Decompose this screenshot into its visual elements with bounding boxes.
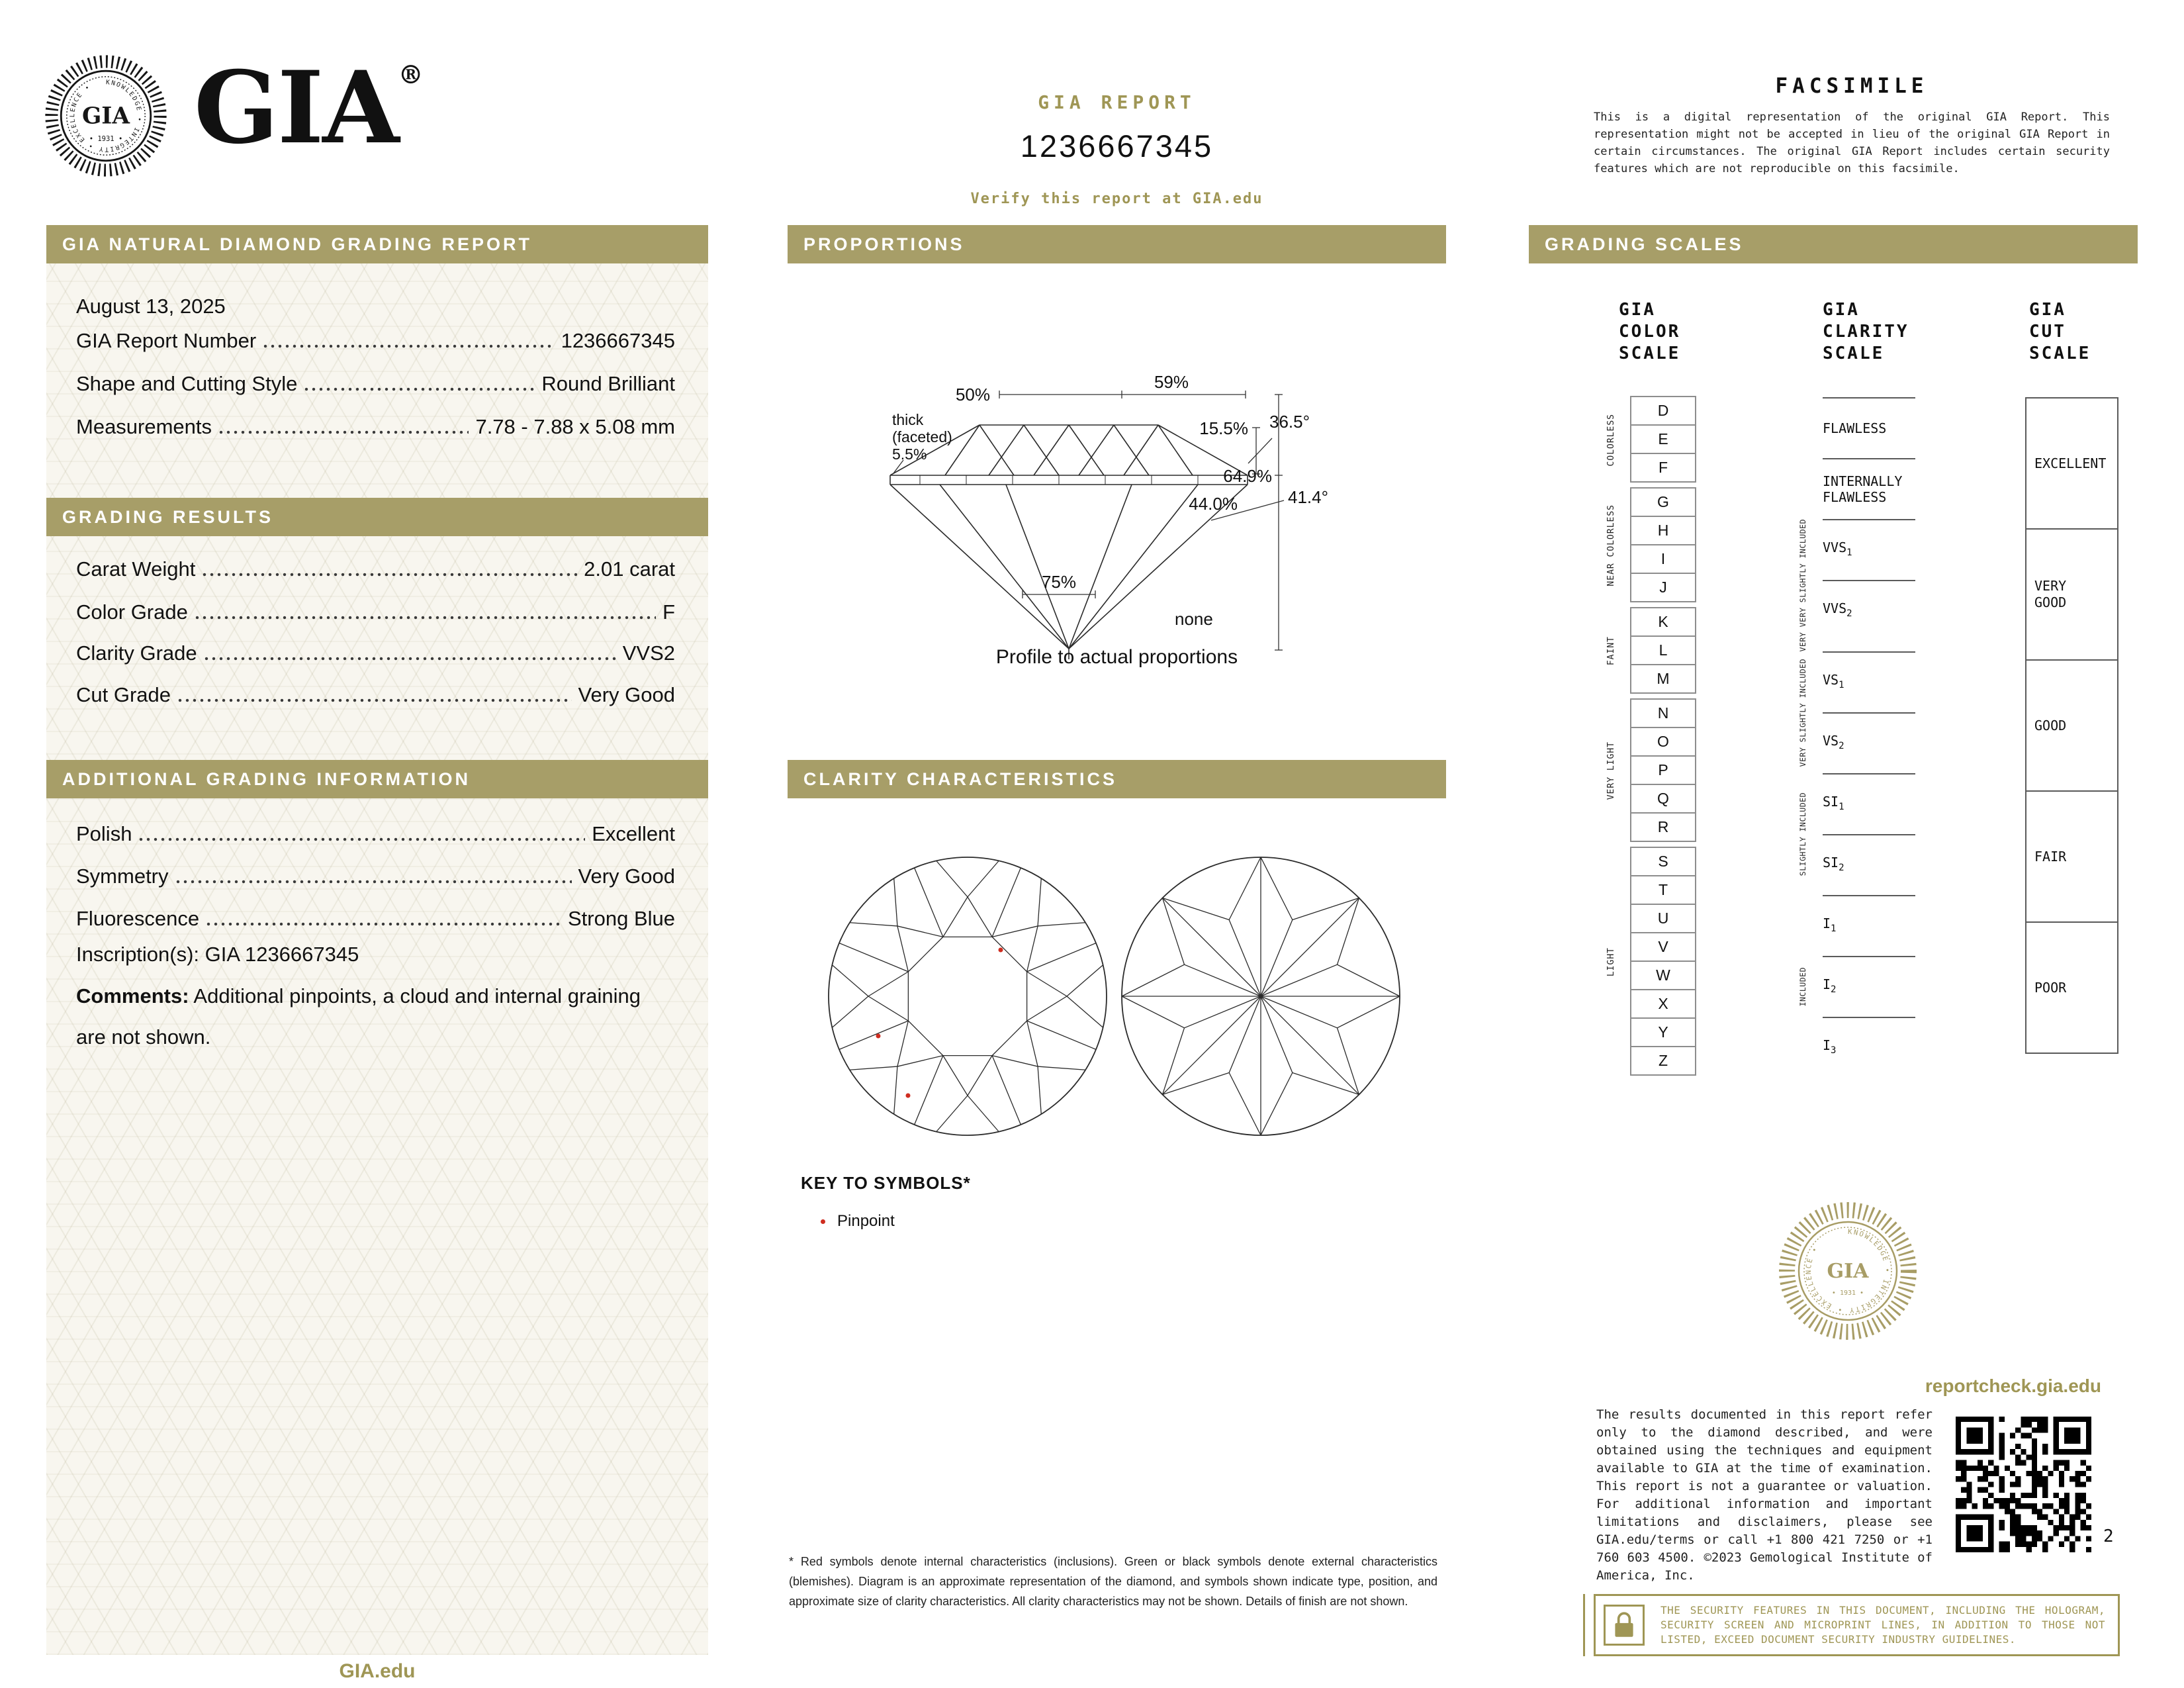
clarity-grade-SI1 [1823, 773, 1915, 834]
report-info-bar-title: GIA NATURAL DIAMOND GRADING REPORT [62, 234, 532, 254]
color-scale-title [1619, 299, 1731, 365]
dotted-leader [195, 615, 656, 620]
page-number: 2 [2103, 1526, 2114, 1546]
clarity-group-label: VERY SLIGHTLY INCLUDED [1798, 658, 1807, 767]
grading-row [76, 641, 675, 665]
clarity-grade-cells [1823, 519, 1915, 651]
row-label: Color Grade [76, 600, 188, 624]
grading-results-bar [46, 498, 708, 536]
row-value: Very Good [578, 683, 675, 706]
comments-text: Additional pinpoints, a cloud and internal graining are not shown. [76, 984, 641, 1049]
scale-title-line: COLOR [1619, 322, 1681, 342]
disclaimer-text: The results documented in this report refer only to the diamond described, and were obtained using the techniques and equipment available to GIA at the time of examination. This report is not a guarantee or valuation. For additional information and important limitations and disclaimers, please see GIA.edu/terms or call +1 800 421 7250 or +1 760 603 4500. ©2023 Gemological Institute of America, Inc. [1596, 1407, 1933, 1583]
cut-scale [2025, 299, 2124, 996]
color-letter-column [1630, 700, 1696, 842]
color-scale [1592, 299, 1731, 1069]
color-group-label-wrap [1592, 848, 1630, 1076]
dotted-leader [175, 879, 572, 884]
clarity-scale-group [1783, 773, 1915, 895]
color-grade-V: V [1630, 932, 1696, 962]
color-scale-grid [1592, 397, 1696, 1082]
color-letter-column [1630, 848, 1696, 1076]
scale-title-line: GIA [1619, 300, 1656, 320]
pinpoint-symbol [906, 1094, 911, 1098]
clarity-group-label-wrap [1783, 519, 1823, 651]
color-letter-column [1630, 397, 1696, 483]
color-grade-N: N [1630, 698, 1696, 728]
clarity-grade-cells [1823, 651, 1915, 773]
clarity-grade-FLAWLESS [1823, 397, 1915, 458]
color-grade-W: W [1630, 961, 1696, 990]
color-grade-D: D [1630, 396, 1696, 426]
clarity-grade-subscript: 2 [1839, 741, 1844, 752]
scale-title-line: CUT [2029, 322, 2066, 342]
pavilion-depth-label: 44.0% [1189, 494, 1238, 514]
clarity-grade-VS1 [1823, 651, 1915, 712]
color-grade-Z: Z [1630, 1046, 1696, 1076]
crown-height-label: 15.5% [1199, 418, 1248, 438]
clarity-scale-group [1783, 519, 1915, 651]
row-value: Very Good [578, 865, 675, 888]
clarity-grade-subscript: 3 [1831, 1045, 1837, 1056]
additional-row [76, 907, 675, 931]
lower-half-label: 75% [1041, 572, 1077, 592]
security-notice-box [1594, 1594, 2120, 1656]
color-grade-L: L [1630, 635, 1696, 665]
clarity-grade-label: $VS_2$ [1823, 733, 1844, 752]
clarity-grade-label: $SI_1$ [1823, 794, 1844, 813]
color-grade-F: F [1630, 453, 1696, 483]
clarity-grade-label: $VVS_1$ [1823, 539, 1852, 558]
proportion-labels [892, 372, 1328, 629]
clarity-grade-cells [1823, 397, 1915, 519]
row-value: Strong Blue [568, 907, 675, 930]
color-group-label: LIGHT [1606, 947, 1616, 977]
security-rule [1583, 1594, 1585, 1656]
row-value: Round Brilliant [541, 372, 675, 395]
key-to-symbols [801, 1173, 971, 1231]
report-row [76, 372, 675, 396]
gia-wordmark [194, 50, 424, 166]
girdle-label-1: thick [892, 411, 924, 428]
row-label: Cut Grade [76, 683, 171, 706]
clarity-grade-subscript: 2 [1839, 863, 1844, 874]
color-scale-group [1592, 397, 1696, 483]
grading-row [76, 683, 675, 707]
left-column [46, 225, 708, 1655]
clarity-grade-label: $I_3$ [1823, 1037, 1837, 1056]
inscription-line: Inscription(s): GIA 1236667345 [76, 943, 359, 966]
clarity-grade-I2 [1823, 956, 1915, 1017]
report-row [76, 329, 675, 353]
color-grade-O: O [1630, 727, 1696, 757]
crown-facet-lines [832, 861, 1103, 1131]
crown-angle-label: 36.5° [1269, 412, 1310, 432]
clarity-group-label: INCLUDED [1798, 966, 1807, 1007]
clarity-grade-I3 [1823, 1017, 1915, 1078]
color-group-label-wrap [1592, 608, 1630, 694]
culet-label: none [1175, 609, 1213, 629]
verify-link[interactable]: Verify this report at GIA.edu [970, 191, 1263, 207]
row-label: Fluorescence [76, 907, 200, 930]
additional-row [76, 865, 675, 888]
clarity-group-label: VERY VERY SLIGHTLY INCLUDED [1798, 519, 1807, 652]
seal-center-text: GIA [81, 103, 130, 130]
row-label: Carat Weight [76, 557, 196, 581]
dotted-leader [138, 837, 585, 842]
comments-line [76, 976, 675, 1058]
scale-title-line: SCALE [1619, 344, 1681, 363]
qr-code-image [1956, 1417, 2091, 1552]
dotted-leader [202, 572, 577, 577]
gia-gold-seal-icon [1768, 1192, 1927, 1350]
cut-grade-FAIR [2026, 790, 2117, 921]
color-grade-S: S [1630, 847, 1696, 876]
report-label: GIA REPORT [1038, 91, 1196, 113]
clarity-grade-cells [1823, 773, 1915, 895]
girdle-label-2: (faceted) [892, 428, 952, 445]
report-number: 1236667345 [1020, 128, 1214, 164]
row-value: 7.78 - 7.88 x 5.08 mm [475, 415, 675, 438]
cut-grade-label: GOOD [2034, 717, 2067, 733]
color-group-label-wrap [1592, 397, 1630, 483]
color-grade-U: U [1630, 904, 1696, 933]
proportions-caption: Profile to actual proportions [995, 646, 1238, 668]
seal-year-text: • 1931 • [1831, 1289, 1864, 1297]
color-scale-group [1592, 608, 1696, 694]
dotted-leader [218, 430, 469, 435]
table-size-label: 50% [955, 385, 990, 404]
gia-edu-footer-link[interactable]: GIA.edu [339, 1660, 416, 1682]
clarity-group-label: SLIGHTLY INCLUDED [1798, 792, 1807, 876]
clarity-grade-label: FLAWLESS [1823, 420, 1887, 436]
color-grade-Q: Q [1630, 784, 1696, 814]
gia-logo [36, 46, 424, 185]
girdle-label-3: 5.5% [892, 445, 927, 463]
scale-title-line: GIA [1823, 300, 1860, 320]
grading-row [76, 557, 675, 581]
clarity-group-label-wrap [1783, 651, 1823, 773]
cut-grade-GOOD [2026, 659, 2117, 790]
clarity-scale-group [1783, 651, 1915, 773]
row-value: 2.01 carat [584, 557, 675, 581]
grading-results-bar-title: GRADING RESULTS [62, 506, 274, 527]
clarity-group-label-wrap [1783, 397, 1823, 519]
clarity-grade-label: $SI_2$ [1823, 855, 1844, 874]
proportions-diagram [841, 364, 1343, 675]
proportions-bar [788, 225, 1446, 263]
clarity-scale-group [1783, 397, 1915, 519]
clarity-grade-cells [1823, 895, 1915, 1078]
lock-icon-box [1604, 1605, 1645, 1646]
grading-scales-bar [1529, 225, 2138, 263]
color-group-label: COLORLESS [1606, 413, 1616, 467]
scale-title-line: GIA [2029, 300, 2066, 320]
row-label: Symmetry [76, 865, 169, 888]
clarity-diagrams [821, 851, 1403, 1142]
row-value: F [662, 600, 675, 624]
clarity-grade-label: INTERNALLY FLAWLESS [1823, 473, 1903, 505]
color-grade-I: I [1630, 544, 1696, 574]
grading-scales-bar-title: GRADING SCALES [1545, 234, 1744, 254]
clarity-grade-INTERNALLY-FLAWLESS [1823, 458, 1915, 519]
clarity-grade-label: $VVS_2$ [1823, 600, 1852, 619]
clarity-scale-group [1783, 895, 1915, 1078]
cut-grade-label: FAIR [2034, 848, 2067, 865]
color-grade-M: M [1630, 664, 1696, 694]
color-grade-K: K [1630, 607, 1696, 637]
color-grade-Y: Y [1630, 1017, 1696, 1047]
clarity-grade-SI2 [1823, 834, 1915, 895]
scale-title-line: CLARITY [1823, 322, 1909, 342]
pinpoint-dot-icon [821, 1219, 825, 1224]
color-grade-H: H [1630, 516, 1696, 545]
clarity-bar-title: CLARITY CHARACTERISTICS [803, 769, 1118, 789]
seal-center-text: GIA [1827, 1260, 1869, 1283]
pinpoint-symbol [999, 948, 1003, 953]
qr-code [1956, 1417, 2091, 1556]
clarity-grade-subscript: 1 [1839, 802, 1844, 813]
row-label: GIA Report Number [76, 329, 257, 352]
cut-grade-label: EXCELLENT [2034, 455, 2107, 471]
additional-row [76, 822, 675, 846]
cut-grade-label: POOR [2034, 979, 2067, 996]
pavilion-facet-lines [1122, 857, 1400, 1135]
color-letter-column [1630, 608, 1696, 694]
pavilion-angle-label: 41.4° [1288, 487, 1329, 507]
facsimile-block [1594, 74, 2110, 177]
color-grade-R: R [1630, 812, 1696, 842]
additional-info-bar-title: ADDITIONAL GRADING INFORMATION [62, 769, 471, 789]
row-label: Clarity Grade [76, 641, 197, 665]
clarity-grade-label: $VS_1$ [1823, 672, 1844, 691]
scale-title-line: SCALE [2029, 344, 2091, 363]
seal-ring-text: KNOWLEDGE • INTEGRITY • EXCELLENCE • [1804, 1227, 1891, 1315]
key-row [821, 1212, 971, 1231]
color-grade-E: E [1630, 424, 1696, 454]
clarity-grade-VVS1 [1823, 519, 1915, 580]
clarity-grade-VVS2 [1823, 580, 1915, 641]
gia-wordmark-text: GIA [194, 50, 398, 166]
lock-icon [1610, 1610, 1638, 1640]
color-scale-group [1592, 489, 1696, 602]
clarity-group-label-wrap [1783, 773, 1823, 895]
color-group-label: FAINT [1606, 636, 1616, 666]
color-letter-column [1630, 489, 1696, 602]
key-title: KEY TO SYMBOLS* [801, 1173, 971, 1193]
row-value: 1236667345 [561, 329, 675, 352]
clarity-footnote: * Red symbols denote internal characteristics (inclusions). Green or black symbols denote external characteristics (blemishes). Diagram is an approximate representation of the diamond, and symbols shown indicate type, position, and approximate size of clarity characteristics. All clarity characteristics may not be shown. Details of finish are not shown. [789, 1555, 1437, 1608]
cut-grade-label: VERY GOOD [2034, 578, 2067, 610]
color-grade-T: T [1630, 875, 1696, 905]
row-value: Excellent [592, 822, 675, 845]
gia-seal-icon [36, 46, 175, 185]
report-header-center [788, 91, 1446, 207]
color-grade-X: X [1630, 989, 1696, 1019]
color-grade-G: G [1630, 487, 1696, 517]
clarity-grade-label: $I_1$ [1823, 915, 1837, 935]
clarity-grade-label: $I_2$ [1823, 976, 1837, 996]
color-scale-group [1592, 848, 1696, 1076]
symbol-name: Pinpoint [837, 1212, 895, 1230]
report-row [76, 415, 675, 439]
clarity-grade-subscript: 1 [1839, 680, 1844, 691]
clarity-grade-subscript: 1 [1846, 547, 1852, 558]
report-date: August 13, 2025 [76, 295, 226, 318]
reportcheck-link[interactable]: reportcheck.gia.edu [1925, 1376, 2101, 1396]
registered-mark: ® [398, 60, 424, 89]
cut-scale-grid [2025, 397, 2118, 1054]
clarity-scale-grid [1783, 397, 1915, 1078]
color-group-label: VERY LIGHT [1606, 741, 1616, 800]
color-group-label: NEAR COLORLESS [1606, 504, 1616, 586]
clarity-characteristics-bar [788, 760, 1446, 798]
clarity-scale [1783, 299, 1922, 1056]
clarity-grade-subscript: 2 [1831, 984, 1837, 996]
scale-title-line: SCALE [1823, 344, 1885, 363]
cut-grade-POOR [2026, 921, 2117, 1053]
color-group-label-wrap [1592, 700, 1630, 842]
clarity-grade-subscript: 1 [1831, 923, 1837, 935]
color-scale-group [1592, 700, 1696, 842]
crown-view-outline [829, 857, 1107, 1135]
dotted-leader [204, 656, 616, 661]
depth-label: 59% [1154, 372, 1189, 392]
dotted-leader [206, 921, 561, 927]
additional-info-bar [46, 760, 708, 798]
clarity-grade-VS2 [1823, 712, 1915, 773]
row-label: Measurements [76, 415, 212, 438]
clarity-group-label-wrap [1783, 895, 1823, 1078]
cut-grade-VERY-GOOD [2026, 528, 2117, 659]
clarity-scale-title [1823, 299, 1922, 365]
clarity-grade-subscript: 2 [1846, 608, 1852, 619]
security-notice-text: THE SECURITY FEATURES IN THIS DOCUMENT, INCLUDING THE HOLOGRAM, SECURITY SCREEN AND MICROPRINT LINES, IN ADDITION TO THOSE NOT LISTED, EXCEED DOCUMENT SECURITY INDUSTRY GUIDELINES. [1661, 1604, 2105, 1646]
facsimile-body: This is a digital representation of the original GIA Report. This representation might not be accepted in lieu of the original GIA Report in certain circumstances. The original GIA Report includes certain security features which are not reproducible on this facsimile. [1594, 111, 2110, 175]
seal-ring-text: KNOWLEDGE • INTEGRITY • EXCELLENCE • [69, 79, 143, 153]
total-depth-label: 64.9% [1223, 466, 1272, 486]
seal-year-text: • 1931 • [89, 135, 123, 144]
report-info-bar [46, 225, 708, 263]
comments-label: Comments: [76, 984, 189, 1008]
color-grade-J: J [1630, 573, 1696, 602]
facsimile-title: FACSIMILE [1775, 74, 1929, 98]
color-group-label-wrap [1592, 489, 1630, 602]
dotted-leader [263, 344, 554, 349]
row-label: Polish [76, 822, 132, 845]
color-grade-P: P [1630, 755, 1696, 785]
cut-grade-EXCELLENT [2026, 399, 2117, 528]
pinpoint-symbol [876, 1034, 881, 1039]
dotted-leader [304, 387, 535, 392]
proportions-bar-title: PROPORTIONS [803, 234, 965, 254]
clarity-grade-I1 [1823, 895, 1915, 956]
dotted-leader [177, 698, 572, 703]
grading-row [76, 600, 675, 624]
row-label: Shape and Cutting Style [76, 372, 298, 395]
pinpoint-symbols [876, 948, 1003, 1098]
row-value: VVS2 [622, 641, 675, 665]
cut-scale-title [2029, 299, 2124, 365]
